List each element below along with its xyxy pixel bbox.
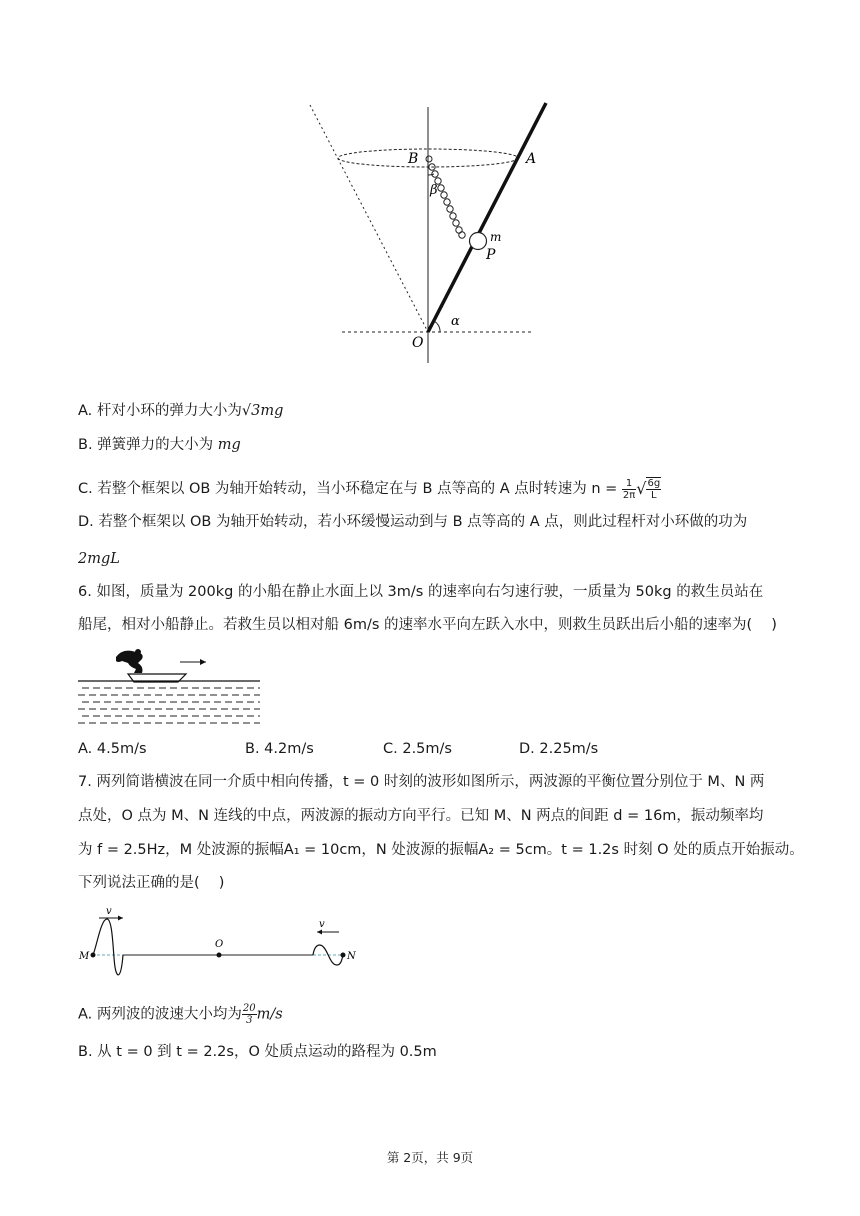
q5-option-c: C. 若整个框架以 OB 为轴开始转动，当小环稳定在与 B 点等高的 A 点时转速为 n = $\frac{1}{2\pi}$ √ $\frac{6g}{L}$ [78, 477, 661, 501]
q6-option-d: D. 2.25m/s [519, 741, 599, 757]
boat-figure [78, 643, 263, 730]
point-m [91, 953, 96, 958]
q6-option-c: C. 2.5m/s [383, 741, 452, 757]
q7-line2: 点处，O 点为 M、N 连线的中点，两波源的振动方向平行。已知 M、N 两点的间距 d = 16m，振动频率均 [78, 808, 764, 824]
point-o [217, 953, 222, 958]
q5-option-b: B. 弹簧弹力的大小为 mg [78, 437, 241, 453]
rotating-frame-figure [300, 95, 570, 370]
q6-line1: 6. 如图，质量为 200kg 的小船在静止水面上以 3m/s 的速率向右匀速行驶，一质量为 50kg 的救生员站在 [78, 584, 764, 600]
alpha-arc [434, 321, 440, 332]
label-beta: β [430, 183, 438, 198]
q7-option-a: A. 两列波的波速大小均为 $\frac{20}{3}$ m/s [78, 1003, 283, 1026]
wave-label-o: O [215, 939, 224, 950]
q6-line2: 船尾，相对小船静止。若救生员以相对船 6m/s 的速率水平向左跃入水中，则救生员跃出后小船的速率为( ) [78, 617, 777, 633]
c-fraction: $\frac{1}{2\pi}$ [622, 477, 636, 501]
beta-arc [428, 174, 434, 175]
point-n [341, 953, 346, 958]
q6-option-b: B. 4.2m/s [245, 741, 314, 757]
label-o: O [412, 335, 424, 351]
label-a: A [526, 151, 537, 167]
wave-label-n: N [347, 951, 356, 962]
wave-m [93, 919, 123, 975]
q7-line1: 7. 两列简谐横波在同一介质中相向传播，t = 0 时刻的波形如图所示，两波源的平衡位置分别位于 M、N 两 [78, 774, 765, 790]
c-sqrt: √ [636, 479, 647, 498]
water-lines [78, 688, 260, 723]
q5-option-d-line1: D. 若整个框架以 OB 为轴开始转动，若小环缓慢运动到与 B 点等高的 A 点，则此过程杆对小环做的功为 [78, 514, 748, 530]
q7-option-b: B. 从 t = 0 到 t = 2.2s，O 处质点运动的路程为 0.5m [78, 1044, 437, 1060]
wave-figure [75, 905, 365, 980]
cone-edge-dotted [310, 105, 428, 332]
label-alpha: α [451, 314, 460, 329]
wave-label-m: M [79, 951, 90, 962]
q7-line4: 下列说法正确的是( ) [78, 875, 225, 891]
label-m: m [490, 230, 502, 244]
q6-option-a: A. 4.5m/s [78, 741, 147, 757]
wave-label-v1: v [106, 906, 112, 917]
q7-line3: 为 f = 2.5Hz，M 处波源的振幅A₁ = 10cm，N 处波源的振幅A₂ = 5cm。t = 1.2s 时刻 O 处的质点开始振动。 [78, 842, 804, 858]
page-footer: 第 2页，共 9页 [386, 1150, 474, 1165]
label-b: B [408, 151, 419, 167]
label-p: P [486, 247, 496, 263]
q5-option-a: A. 杆对小环的弹力大小为√3mg [78, 403, 284, 419]
wave-label-v2: v [319, 919, 325, 930]
ring-p [470, 233, 487, 250]
rod [428, 103, 546, 332]
q5-option-d-line2: 2mgL [78, 551, 120, 567]
